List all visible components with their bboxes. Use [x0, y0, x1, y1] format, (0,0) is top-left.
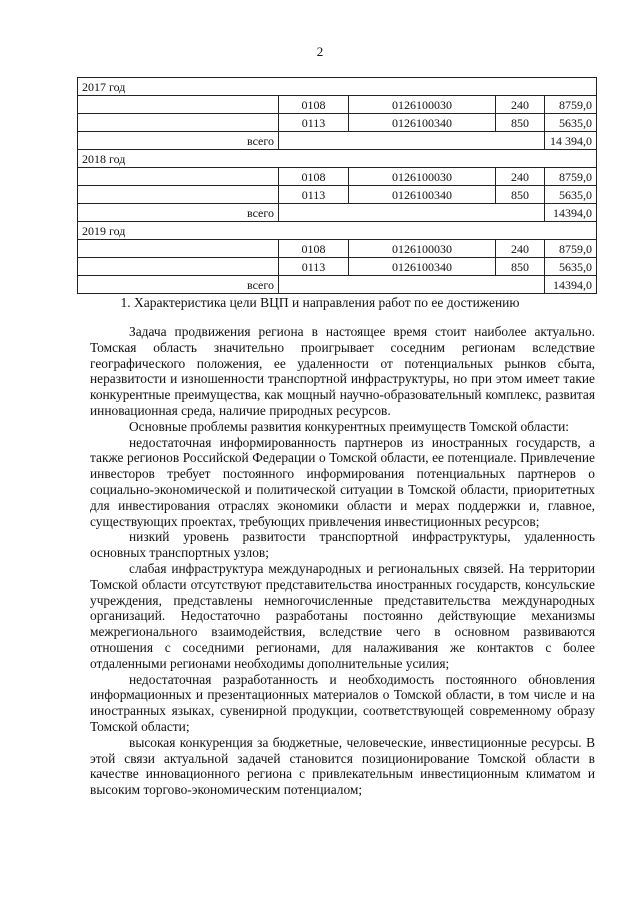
empty-cell — [78, 258, 279, 276]
section-cell: 0113 — [279, 258, 349, 276]
table-row — [78, 258, 597, 276]
type-cell: 850 — [496, 258, 545, 276]
code-cell: 0126100340 — [349, 258, 496, 276]
amount-cell: 5635,0 — [545, 114, 597, 132]
total-row — [78, 204, 597, 222]
paragraph: высокая конкуренция за бюджетные, человеческие, инвестиционные ресурсы. В этой связи актуальной задачей становится позиционирование Томской области в качестве инновационного региона с привлекательным инвестиционным климатом и высоким торгово-экономическим потенциалом; — [90, 734, 595, 798]
amount-cell: 5635,0 — [545, 186, 597, 204]
paragraph: недостаточная разработанность и необходимость постоянного обновления информационных и презентационных материалов о Томской области, в том числе и на иностранных языках, сувенирной продукции, соответствующей современному образу Томской области; — [90, 671, 595, 734]
total-cell: 14394,0 — [545, 204, 597, 222]
empty-cell — [78, 96, 279, 114]
total-cell: 14394,0 — [545, 276, 597, 294]
code-cell: 0126100340 — [349, 186, 496, 204]
section-cell: 0113 — [279, 186, 349, 204]
amount-cell: 8759,0 — [545, 96, 597, 114]
total-cell: 14 394,0 — [545, 132, 597, 150]
budget-table — [77, 77, 597, 294]
code-cell: 0126100030 — [349, 96, 496, 114]
code-cell: 0126100030 — [349, 240, 496, 258]
empty-cell — [279, 132, 545, 150]
code-cell: 0126100030 — [349, 168, 496, 186]
total-label: всего — [78, 276, 279, 294]
total-row — [78, 132, 597, 150]
type-cell: 240 — [496, 240, 545, 258]
table-row — [78, 96, 597, 114]
paragraph: Основные проблемы развития конкурентных преимуществ Томской области: — [129, 418, 569, 434]
table-row — [78, 186, 597, 204]
code-cell: 0126100340 — [349, 114, 496, 132]
amount-cell: 8759,0 — [545, 168, 597, 186]
year-row — [78, 78, 597, 96]
type-cell: 240 — [496, 96, 545, 114]
total-label: всего — [78, 204, 279, 222]
amount-cell: 5635,0 — [545, 258, 597, 276]
section-cell: 0108 — [279, 240, 349, 258]
empty-cell — [78, 168, 279, 186]
total-row — [78, 276, 597, 294]
section-cell: 0113 — [279, 114, 349, 132]
empty-cell — [78, 240, 279, 258]
paragraph: слабая инфраструктура международных и региональных связей. На территории Томской области отсутствуют представительства иностранных государств, консульские учреждения, представлены немногочисленные представительства международных организаций. Недостаточно разработаны постоянно действующие механизмы межрегионального взаимодействия, вследствие чего в основном развиваются отношения с соседними регионами, для налаживания же контактов с более отдаленными регионами необходимы дополнительные усилия; — [90, 560, 595, 671]
year-label: 2017 год — [78, 78, 597, 96]
paragraph: Задача продвижения региона в настоящее время стоит наиболее актуально. Томская область значительно проигрывает соседним регионам вследствие географического положения, ее удаленности от потенциальных рынков сбыта, неразвитости и изношенности транспортной инфраструктуры, но при этом имеет такие конкурентные преимущества, как мощный научно-образовательный комплекс, развитая инновационная среда, наличие природных ресурсов. — [90, 324, 595, 418]
year-row — [78, 150, 597, 168]
empty-cell — [78, 186, 279, 204]
paragraph: низкий уровень развитости транспортной инфраструктуры, удаленность основных транспортных узлов; — [90, 529, 595, 561]
year-label: 2019 год — [78, 222, 597, 240]
total-label: всего — [78, 132, 279, 150]
body-text — [90, 324, 595, 798]
amount-cell: 8759,0 — [545, 240, 597, 258]
section-cell: 0108 — [279, 168, 349, 186]
table-row — [78, 168, 597, 186]
year-row — [78, 222, 597, 240]
section-cell: 0108 — [279, 96, 349, 114]
paragraph: недостаточная информированность партнеров из иностранных государств, а также регионов Российской Федерации о Томской области, ее потенциале. Привлечение инвесторов требует постоянного информирования потенциальных партнеров о социально-экономической и политической ситуации в Томской области, приоритетных для инвестирования отраслях экономики области и мерах поддержки и, главное, существующих проектах, требующих привлечения инвестиционных ресурсов; — [90, 434, 595, 529]
section-title: 1. Характеристика цели ВЦП и направления работ по ее достижению — [120, 295, 520, 310]
empty-cell — [279, 204, 545, 222]
type-cell: 240 — [496, 168, 545, 186]
type-cell: 850 — [496, 114, 545, 132]
empty-cell — [78, 114, 279, 132]
table-row — [78, 240, 597, 258]
year-label: 2018 год — [78, 150, 597, 168]
table-row — [78, 114, 597, 132]
page-number: 2 — [316, 44, 324, 59]
type-cell: 850 — [496, 186, 545, 204]
empty-cell — [279, 276, 545, 294]
